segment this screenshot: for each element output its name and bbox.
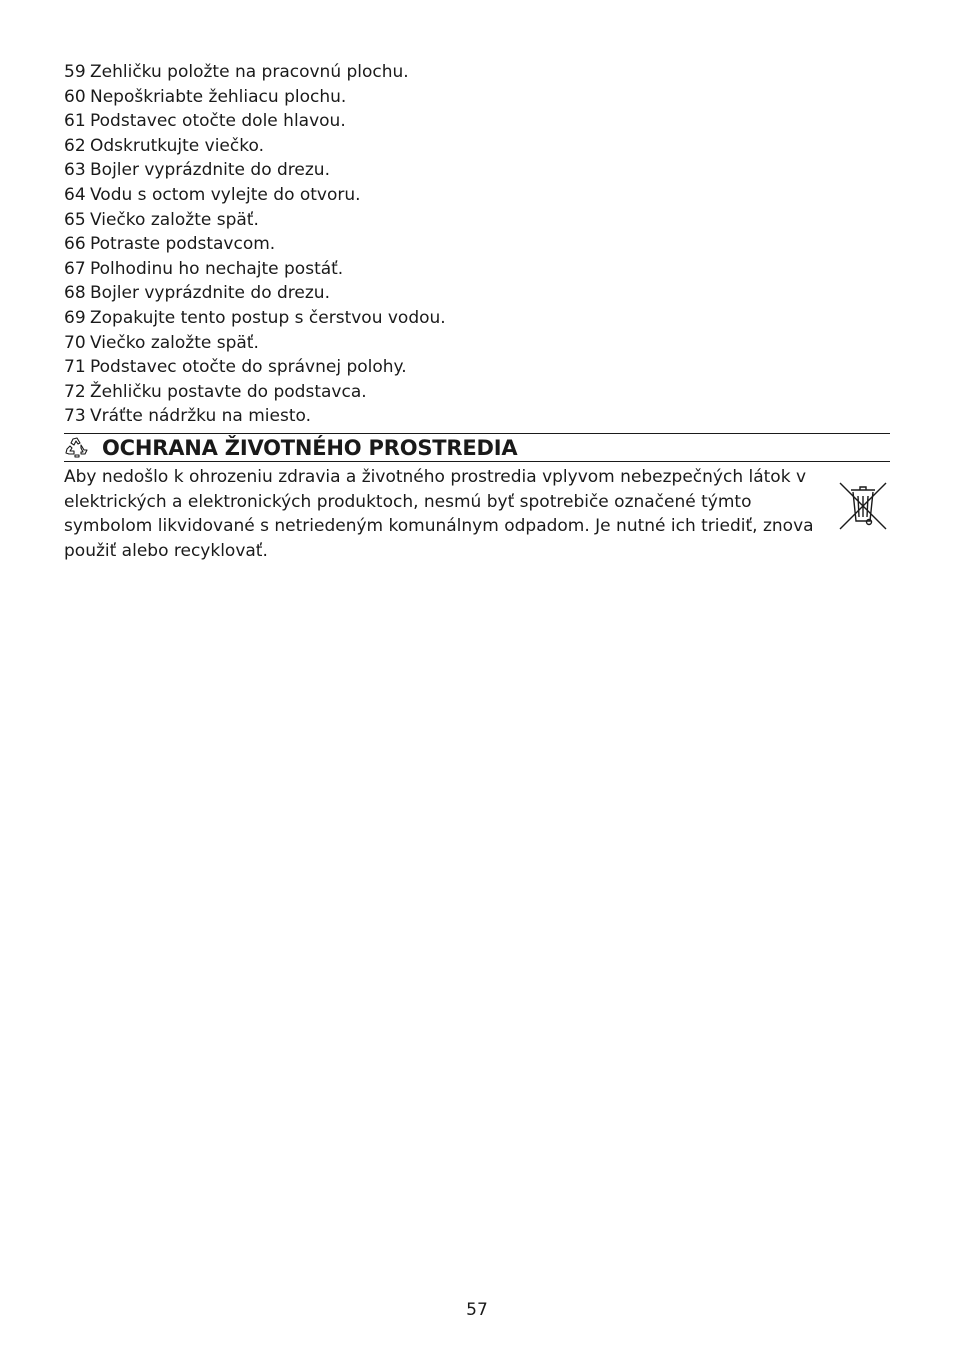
steps-list: [64, 60, 446, 429]
crossed-out-wheelie-bin-icon: [836, 477, 890, 531]
step-item: [64, 158, 446, 183]
step-number: 62: [64, 135, 86, 156]
step-number: 63: [64, 160, 86, 181]
step-text: Odskrutkujte viečko.: [90, 135, 264, 156]
section-title: OCHRANA ŽIVOTNÉHO PROSTREDIA: [102, 436, 518, 460]
step-item: [64, 355, 446, 380]
step-item: [64, 183, 446, 208]
step-text: Vodu s octom vylejte do otvoru.: [90, 184, 361, 205]
step-item: [64, 60, 446, 85]
step-item: [64, 306, 446, 331]
step-text: Žehličku postavte do podstavca.: [90, 381, 367, 402]
step-item: [64, 257, 446, 282]
page-number: 57: [466, 1300, 488, 1320]
step-item: [64, 85, 446, 110]
step-text: Bojler vyprázdnite do drezu.: [90, 283, 330, 304]
step-item: [64, 232, 446, 257]
step-text: Potraste podstavcom.: [90, 234, 276, 255]
step-number: 72: [64, 381, 86, 402]
step-number: 60: [64, 86, 86, 107]
step-number: 61: [64, 111, 86, 132]
step-text: Vráťte nádržku na miesto.: [90, 406, 311, 427]
step-number: 66: [64, 234, 86, 255]
section-header: [64, 433, 890, 462]
step-item: [64, 208, 446, 233]
step-text: Viečko založte späť.: [90, 332, 259, 353]
step-item: [64, 281, 446, 306]
step-number: 71: [64, 357, 86, 378]
step-text: Polhodinu ho nechajte postáť.: [90, 258, 344, 279]
step-item: [64, 404, 446, 429]
environment-paragraph: Aby nedošlo k ohrozeniu zdravia a životného prostredia vplyvom nebezpečných látok v elektrických a elektronických produktoch, nesmú byť spotrebiče označené týmto symbolom likvidované s netriedeným komunálnym odpadom. Je nutné ich triediť, znova použiť alebo recyklovať.: [64, 467, 814, 561]
step-item: [64, 380, 446, 405]
step-text: Podstavec otočte do správnej polohy.: [90, 357, 407, 378]
step-number: 68: [64, 283, 86, 304]
step-text: Nepoškriabte žehliacu plochu.: [90, 86, 347, 107]
step-text: Podstavec otočte dole hlavou.: [90, 111, 346, 132]
recycle-icon: [64, 436, 90, 460]
step-number: 67: [64, 258, 86, 279]
step-number: 73: [64, 406, 86, 427]
step-text: Viečko založte späť.: [90, 209, 259, 230]
step-text: Zehličku položte na pracovnú plochu.: [90, 62, 409, 82]
step-item: [64, 331, 446, 356]
step-text: Zopakujte tento postup s čerstvou vodou.: [90, 307, 446, 328]
step-number: 65: [64, 209, 86, 230]
step-item: [64, 109, 446, 134]
step-number: 64: [64, 184, 86, 205]
step-text: Bojler vyprázdnite do drezu.: [90, 160, 330, 181]
step-number: 70: [64, 332, 86, 353]
step-number: 69: [64, 307, 86, 328]
step-item: [64, 134, 446, 159]
step-number: 59: [64, 62, 86, 82]
